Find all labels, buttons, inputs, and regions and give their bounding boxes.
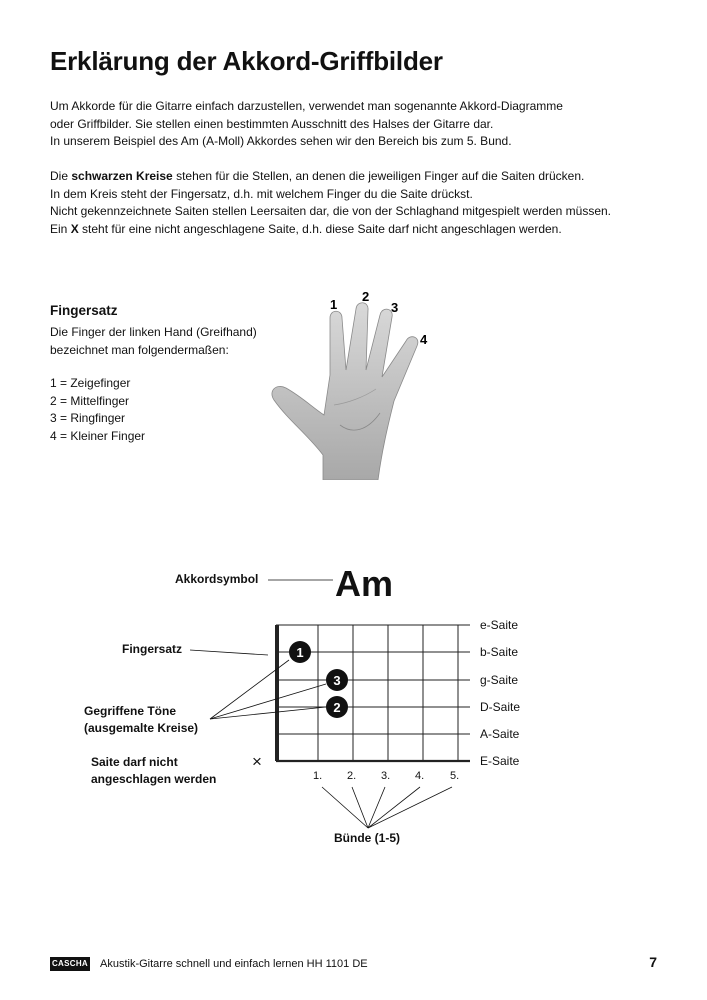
finger-number-1: 1 xyxy=(330,297,338,312)
description-line: Die Finger der linken Hand (Greifhand) xyxy=(50,325,257,339)
text-fragment: stehen für die Stellen, an denen die jeweiligen Finger auf die Saiten drücken. xyxy=(172,169,585,183)
label-gegriffen-2: (ausgemalte Kreise) xyxy=(84,721,199,735)
text-fragment: Die xyxy=(50,169,72,183)
dot-finger-number: 1 xyxy=(296,645,304,660)
fret-number: 5. xyxy=(450,770,460,782)
string-label: g-Saite xyxy=(480,673,519,687)
fret-number: 1. xyxy=(313,770,323,782)
intro-line: oder Griffbilder. Sie stellen einen bestimmten Ausschnitt des Halses der Gitarre dar. xyxy=(50,116,494,131)
label-muted-1: Saite darf nicht xyxy=(91,755,178,769)
text-fragment: steht für eine nicht angeschlagene Saite, d.h. diese Saite darf nicht angeschlagen werden. xyxy=(78,221,562,236)
label-akkordsymbol: Akkordsymbol xyxy=(175,572,259,586)
circles-line: Nicht gekennzeichnete Saiten stellen Leersaiten dar, die von der Schlaghand mitgespielt werden müssen. xyxy=(50,204,612,218)
page-number: 7 xyxy=(649,954,657,970)
fret-number: 4. xyxy=(415,770,425,782)
publisher-logo: CASCHA xyxy=(50,957,90,971)
finger-number-2: 2 xyxy=(362,289,370,304)
fret-pointer-lines xyxy=(322,787,452,828)
label-fingersatz: Fingersatz xyxy=(122,642,183,656)
page-title: Erklärung der Akkord-Griffbilder xyxy=(50,46,443,76)
list-item: 3 = Ringfinger xyxy=(50,411,126,425)
chord-symbol: Am xyxy=(335,563,394,604)
frets-label: Bünde (1-5) xyxy=(334,831,400,845)
circles-line: In dem Kreis steht der Fingersatz, d.h. mit welchem Finger du die Saite drückst. xyxy=(50,186,473,201)
string-label: D-Saite xyxy=(480,700,521,714)
fret-numbers xyxy=(313,770,459,782)
string-label: E-Saite xyxy=(480,754,520,768)
label-muted-2: angeschlagen werden xyxy=(91,772,217,786)
intro-line: Um Akkorde für die Gitarre einfach darzustellen, verwendet man sogenannte Akkord-Diagramme xyxy=(50,99,563,113)
footer-text: Akustik-Gitarre schnell und einfach lernen HH 1101 DE xyxy=(100,958,368,970)
fret-number: 2. xyxy=(347,770,357,782)
dot-finger-number: 3 xyxy=(333,673,341,688)
text-fragment: Ein xyxy=(50,221,71,236)
string-label: e-Saite xyxy=(480,618,519,632)
string-label: A-Saite xyxy=(480,727,520,741)
bold-term: schwarzen Kreise xyxy=(71,169,173,183)
finger-number-4: 4 xyxy=(420,332,428,347)
bold-term: X xyxy=(70,221,79,236)
finger-number-3: 3 xyxy=(391,300,399,315)
dot-finger-number: 2 xyxy=(333,700,341,715)
list-item: 2 = Mittelfinger xyxy=(50,393,130,408)
muted-string-x-icon: × xyxy=(252,752,262,771)
string-labels xyxy=(480,618,520,768)
string-label: b-Saite xyxy=(480,645,519,659)
list-item: 4 = Kleiner Finger xyxy=(50,428,146,443)
intro-line: In unserem Beispiel des Am (A-Moll) Akkordes sehen wir den Bereich bis zum 5. Bund. xyxy=(50,134,512,148)
fingersatz-heading: Fingersatz xyxy=(50,303,118,318)
label-gegriffen-1: Gegriffene Töne xyxy=(84,704,177,718)
description-line: bezeichnet man folgendermaßen: xyxy=(50,342,229,357)
fret-number: 3. xyxy=(381,770,391,782)
list-item: 1 = Zeigefinger xyxy=(50,376,131,390)
